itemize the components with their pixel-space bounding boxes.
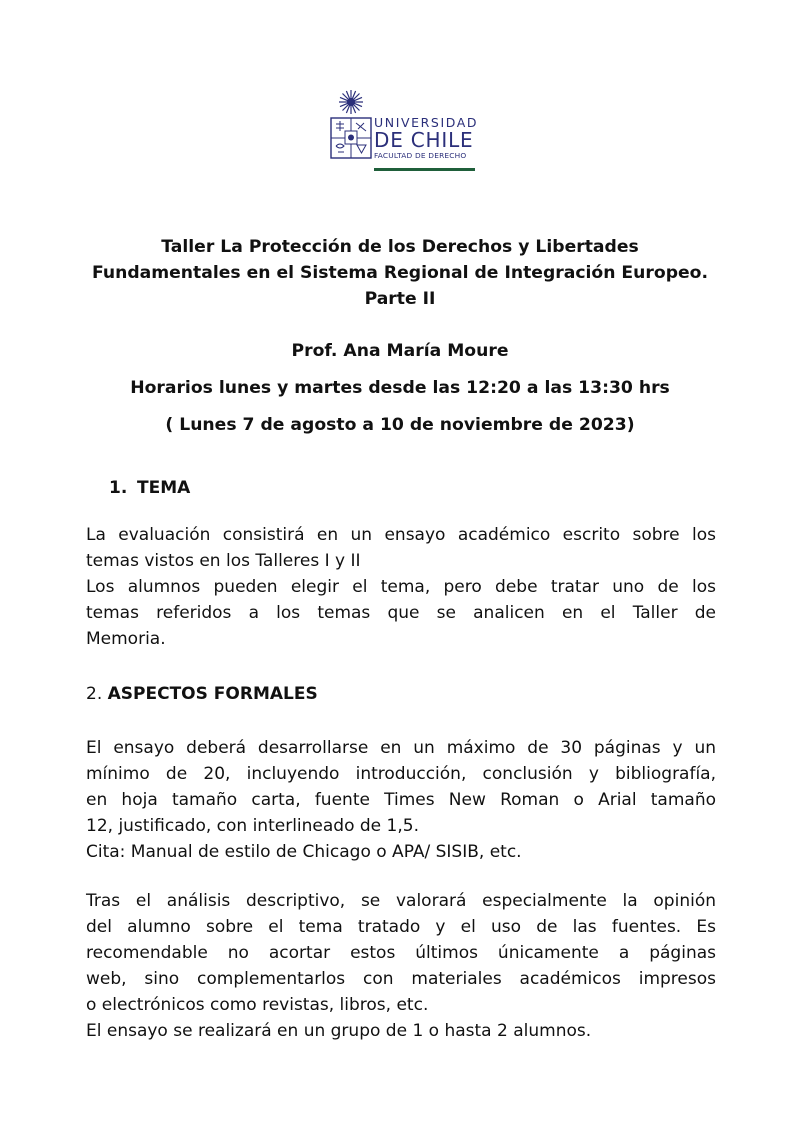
- title-line: Taller La Protección de los Derechos y Libertades: [161, 237, 639, 257]
- logo-line-de-chile: DE CHILE: [374, 128, 474, 152]
- text-line: mínimo de 20, incluyendo introducción, conclusión y bibliografía,: [86, 764, 716, 784]
- section-heading-aspectos-formales: [86, 681, 318, 707]
- text-line: recomendable no acortar estos últimos únicamente a páginas: [86, 943, 716, 963]
- logo-underline: [374, 168, 475, 171]
- schedule-line: Horarios lunes y martes desde las 12:20 a las 13:30 hrs: [130, 378, 670, 398]
- university-logo: [328, 88, 478, 172]
- text-line: del alumno sobre el tema tratado y el uso de las fuentes. Es: [86, 917, 716, 937]
- title-line: Fundamentales en el Sistema Regional de Integración Europeo.: [91, 263, 708, 283]
- title-line: Parte II: [364, 289, 436, 309]
- logo-line-facultad: FACULTAD DE DERECHO: [374, 151, 467, 160]
- text-line: Tras el análisis descriptivo, se valorará especialmente la opinión: [86, 891, 716, 911]
- text-line: temas vistos en los Talleres I y II: [86, 551, 361, 571]
- logo-wordmark: [374, 116, 478, 160]
- course-title: [60, 234, 740, 312]
- text-line: Cita: Manual de estilo de Chicago o APA/ SISIB, etc.: [86, 842, 522, 862]
- section-title: TEMA: [137, 478, 191, 498]
- university-crest-icon: [328, 88, 374, 172]
- text-line: web, sino complementarlos con materiales académicos impresos: [86, 969, 716, 989]
- section-title: ASPECTOS FORMALES: [107, 684, 318, 704]
- text-line: en hoja tamaño carta, fuente Times New Roman o Arial tamaño: [86, 790, 716, 810]
- text-line: o electrónicos como revistas, libros, etc.: [86, 995, 429, 1015]
- section-heading-tema: [109, 475, 190, 501]
- logo-line-universidad: UNIVERSIDAD: [374, 115, 479, 130]
- formales-paragraph-2: [86, 888, 716, 1044]
- text-line: temas referidos a los temas que se analicen en el Taller de: [86, 603, 716, 623]
- section-number: 1.: [109, 478, 128, 498]
- text-line: La evaluación consistirá en un ensayo académico escrito sobre los: [86, 525, 716, 545]
- formales-paragraph-1: [86, 735, 716, 865]
- text-line: 12, justificado, con interlineado de 1,5.: [86, 816, 419, 836]
- text-line: Los alumnos pueden elegir el tema, pero debe tratar uno de los: [86, 577, 716, 597]
- text-line: El ensayo deberá desarrollarse en un máximo de 30 páginas y un: [86, 738, 716, 758]
- tema-paragraph: [86, 522, 716, 652]
- text-line: Memoria.: [86, 629, 166, 649]
- section-number: 2.: [86, 684, 103, 704]
- professor-name: Prof. Ana María Moure: [291, 341, 509, 361]
- text-line: El ensayo se realizará en un grupo de 1 o hasta 2 alumnos.: [86, 1021, 592, 1041]
- dates-line: ( Lunes 7 de agosto a 10 de noviembre de 2023): [165, 415, 635, 435]
